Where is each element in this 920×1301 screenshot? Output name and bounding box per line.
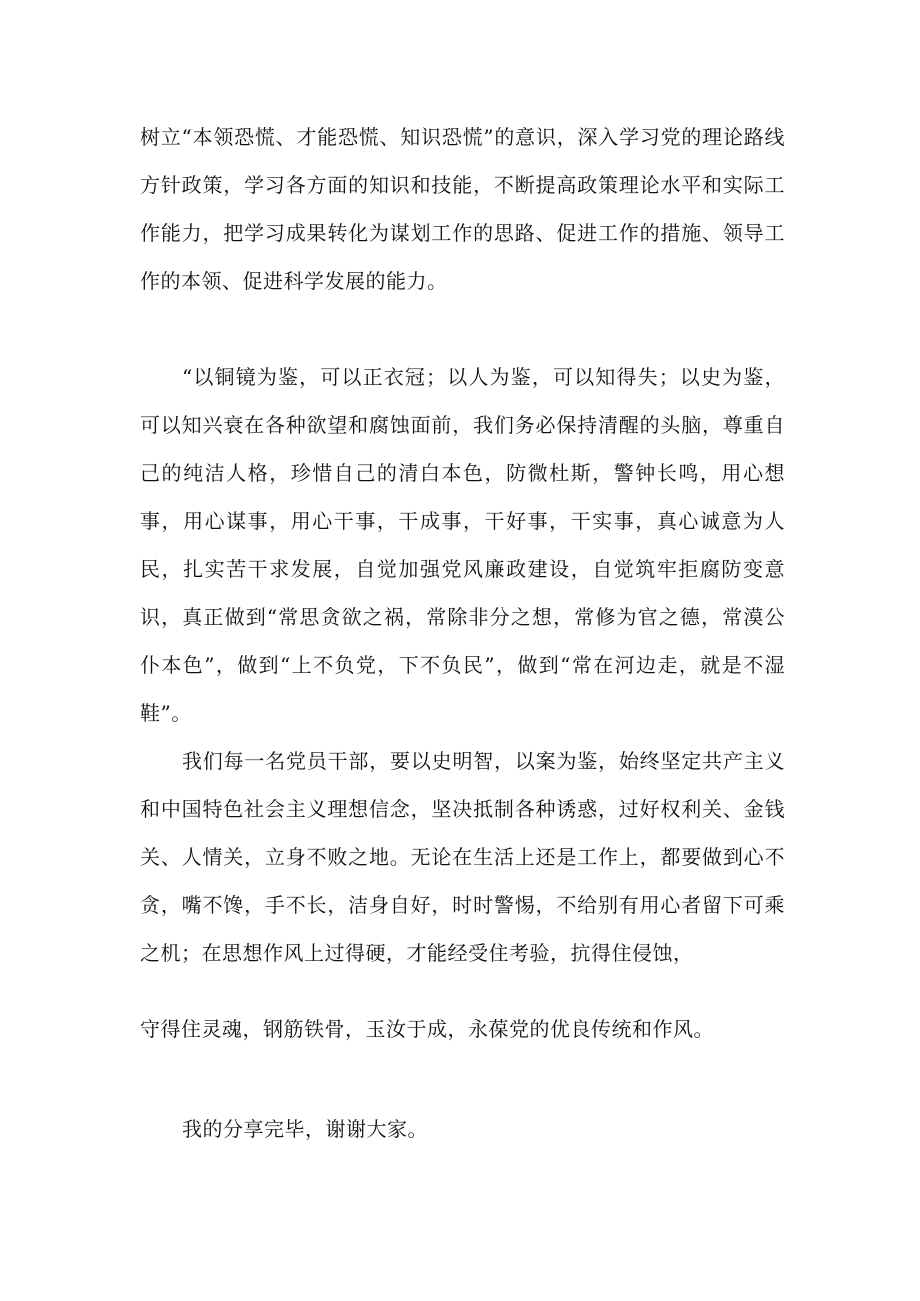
paragraph-closing: 我的分享完毕，谢谢大家。 bbox=[182, 1117, 428, 1141]
paragraph-keep-soul: 守得住灵魂，钢筋铁骨，玉汝于成，永葆党的优良传统和作风。 bbox=[140, 1017, 714, 1041]
paragraph-mirror-quote: “以铜镜为鉴，可以正衣冠；以人为鉴，可以知得失；以史为鉴，可以知兴衰在各种欲望和腐蚀面前，我们务必保持清醒的头脑，尊重自己的纯洁人格，珍惜自己的清白本色，防微杜斯，警钟长鸣，用心想事，用心谋事，用心干事，干成事，干好事，干实事，真心诚意为人民，扎实苦干求发展，自觉加强党风廉政建设，自觉筑牢拒腐防变意识，真正做到“常思贪欲之祸，常除非分之想，常修为官之德，常漠公仆本色”，做到“上不负党，下不负民”，做到“常在河边走，就是不湿鞋”。 bbox=[140, 365, 785, 725]
paragraph-party-members: 我们每一名党员干部，要以史明智，以案为鉴，始终坚定共产主义和中国特色社会主义理想信念，坚决抵制各种诱惑，过好权利关、金钱关、人情关，立身不败之地。无论在生活上还是工作上，都要做到心不贪，嘴不馋，手不长，洁身自好，时时警惕，不给别有用心者留下可乘之机；在思想作风上过得硬，才能经受住考验，抗得住侵蚀， bbox=[140, 749, 785, 965]
paragraph-study-awareness: 树立“本领恐慌、才能恐慌、知识恐慌”的意识，深入学习党的理论路线方针政策，学习各方面的知识和技能，不断提高政策理论水平和实际工作能力，把学习成果转化为谋划工作的思路、促进工作的措施、领导工作的本领、促进科学发展的能力。 bbox=[140, 125, 785, 293]
